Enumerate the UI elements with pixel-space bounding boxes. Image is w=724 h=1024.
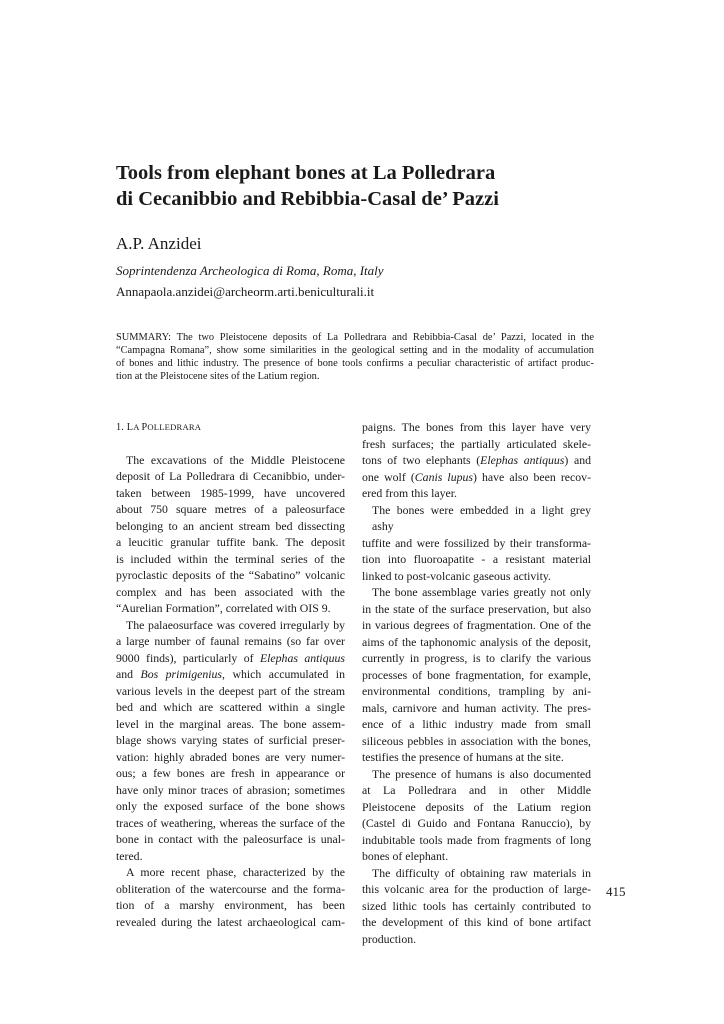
species-name: Bos primigenius <box>140 667 223 681</box>
text-run: one wolf ( <box>362 469 415 484</box>
paragraph-line: a leucitic granular tuffite bank. The deposit <box>116 535 345 549</box>
paragraph-line: Pleistocene deposits of the Latium region <box>362 799 591 814</box>
text-run: tons of two elephants ( <box>362 453 481 467</box>
summary-line: tion at the Pleistocene sites of the Latium region. <box>116 370 320 382</box>
paragraph-line: currently in progress, is to clarify the various <box>362 651 591 665</box>
paragraph-line: revealed during the latest archaeological cam- <box>116 914 345 929</box>
author-email: Annapaola.anzidei@archeorm.arti.beniculturali.it <box>116 284 375 299</box>
paragraph-line: aims of the taphonomic analysis of the deposit, <box>362 634 591 649</box>
paragraph-line: (Castel di Guido and Fontana Ranuccio), by <box>362 816 591 830</box>
species-name: Elephas antiquus <box>480 453 565 467</box>
summary-line: “Campagna Romana”, show some similarities in the geological setting and in the modality of accumulation <box>116 344 594 356</box>
paragraph-line <box>362 469 591 486</box>
text-run: 9000 finds), particularly of <box>116 650 260 665</box>
text-run: and <box>116 667 141 681</box>
paragraph-line: ous; a few bones are fresh in appearance or <box>116 766 345 780</box>
paragraph-line: bone in contact with the paleosurface is unal- <box>116 832 345 846</box>
paragraph-line: The bone assemblage varies greatly not only <box>372 585 591 599</box>
paragraph-line: various levels in the deepest part of the stream <box>116 683 345 698</box>
paragraph-line: obliteration of the watercourse and the forma- <box>116 881 345 896</box>
paragraph-line: tered. <box>116 848 143 863</box>
title-line-2: di Cecanibbio and Rebibbia-Casal de’ Pazzi <box>116 188 499 210</box>
paragraph-line: about 750 square metres of a paleosurface <box>116 502 345 516</box>
paragraph-line: in various degrees of fragmentation. One of the <box>362 618 591 632</box>
paragraph-line: vation: highly abraded bones are very numer- <box>116 749 345 764</box>
paragraph-line: the development of this kind of bone artifact <box>362 915 591 929</box>
paragraph-line: production. <box>362 931 417 946</box>
paragraph-line: ence of a lithic industry made from small <box>362 717 591 731</box>
summary-line: SUMMARY: The two Pleistocene deposits of La Polledrara and Rebibbia-Casal de’ Pazzi, located in the <box>116 332 594 343</box>
paragraph-line: is included within the terminal series of the <box>116 551 345 566</box>
paragraph-line: belonging to an ancient stream bed dissecting <box>116 518 345 533</box>
text-run: ) and <box>564 453 591 467</box>
right-column <box>362 419 591 947</box>
paragraph-line: “Aurelian Formation”, correlated with OIS 9. <box>116 601 331 615</box>
paragraph-line: level in the marginal areas. The bone assem- <box>116 716 345 731</box>
paragraph-line: have only minor traces of abrasion; sometimes <box>116 782 345 797</box>
paragraph-line: taken between 1985-1999, have uncovered <box>116 485 345 500</box>
section-heading-smallcaps: OLLEDRARA <box>147 422 202 432</box>
paragraph-line: blage shows varying states of surficial preser- <box>116 733 345 747</box>
paragraph-line: siliceous pebbles in association with the bones, <box>362 733 591 748</box>
paragraph-line: deposit of La Polledrara di Cecanibbio, under- <box>116 469 345 483</box>
species-name: Elephas antiquus <box>259 650 345 665</box>
species-name: Canis lupus <box>414 469 473 484</box>
paragraph-line: tuffite and were fossilized by their transforma- <box>362 535 591 550</box>
paragraph-line: environmental conditions, trampling by ani- <box>362 684 591 698</box>
author-affiliation: Soprintendenza Archeologica di Roma, Roma, Italy <box>116 263 384 278</box>
paragraph-line: at La Polledrara and in other Middle <box>362 783 591 797</box>
paragraph-line: The difficulty of obtaining raw materials in <box>372 865 591 880</box>
page-number: 415 <box>606 884 626 899</box>
paragraph-line: in the state of the surface preservation, but also <box>362 601 591 616</box>
paper-title <box>116 160 636 212</box>
paragraph-line: testifies the presence of humans at the site. <box>362 750 564 764</box>
paragraph-line: tion of a marshy environment, has been <box>116 898 345 912</box>
text-run: ) have also been recov- <box>473 469 591 484</box>
paragraph-line <box>362 452 591 469</box>
paragraph-line: mals, carnivore and human activity. The pres- <box>362 700 591 715</box>
paragraph-line: this volcanic area for the production of large- <box>362 882 591 896</box>
paragraph-line: complex and has been associated with the <box>116 584 345 599</box>
paragraph-line: pyroclastic deposits of the “Sabatino” volcanic <box>116 568 345 582</box>
section-heading-smallcaps: A <box>133 422 142 432</box>
section-heading-letter: P <box>141 422 148 433</box>
paragraph-line <box>116 666 345 683</box>
summary-abstract <box>116 332 594 384</box>
left-column <box>116 419 345 930</box>
paragraph-line <box>116 650 345 667</box>
title-line-1: Tools from elephant bones at La Polledrara <box>116 162 496 184</box>
section-heading <box>116 419 345 437</box>
paragraph-line: traces of weathering, whereas the surface of the <box>116 815 345 830</box>
paragraph-line: paigns. The bones from this layer have very <box>362 420 591 434</box>
paragraph-line: linked to post-volcanic gaseous activity. <box>362 568 551 583</box>
paragraph-line: indubitable tools made from fragments of long <box>362 832 591 847</box>
text-run: , which accumulated in <box>222 667 345 681</box>
paragraph-line: A more recent phase, characterized by the <box>126 865 345 879</box>
paragraph-line: fresh surfaces; the partially articulated skele- <box>362 436 591 451</box>
section-heading-number: 1. L <box>116 422 134 433</box>
paragraph-line: bones of elephant. <box>362 849 449 863</box>
paragraph-line: processes of bone fragmentation, for example, <box>362 667 591 682</box>
paragraph-line: The presence of humans is also documented <box>372 766 591 781</box>
author-name: A.P. Anzidei <box>116 234 202 253</box>
paragraph-line: only the exposed surface of the bone shows <box>116 799 345 813</box>
paragraph-line: tion into fluoroapatite - a resistant material <box>362 552 591 566</box>
summary-line: of bones and lithic industry. The presence of bone tools confirms a peculiar characteristic of artifact produc- <box>116 357 594 369</box>
paragraph-line: bed and which are scattered within a single <box>116 700 345 714</box>
paragraph-line: sized lithic tools has certainly contributed to <box>362 898 591 913</box>
paragraph-line: The bones were embedded in a light grey ashy <box>372 502 591 533</box>
paragraph-line: a large number of faunal remains (so far over <box>116 634 345 648</box>
paragraph-line: The excavations of the Middle Pleistocene <box>126 452 345 467</box>
paragraph-line: ered from this layer. <box>362 486 457 500</box>
paragraph-line: The palaeosurface was covered irregularly by <box>126 617 345 632</box>
